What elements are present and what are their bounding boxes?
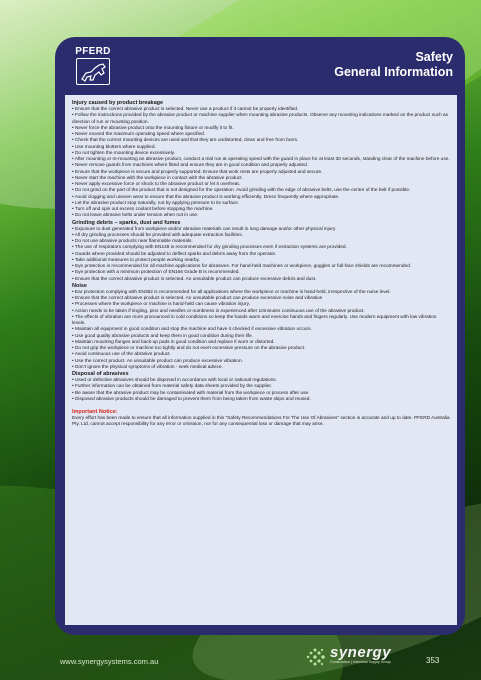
important-notice-text: Every effort has been made to ensure that all information supplied in this “Safety Recommendations For The Use Of Abrasives” section is accurate and up to date. PFERD Australia Pty. Ltd. cannot accept responsibility for any error or omission, nor for any consequential loss or damage that may arise. <box>72 416 450 428</box>
list-item: • Turn off and spin out excess coolant before stopping the machine. <box>72 207 214 212</box>
list-item: • Take additional measures to protect people working nearby. <box>72 257 200 263</box>
list-item: • Processes where the workpiece or machine is hand-held can cause vibration injury. <box>72 302 250 308</box>
list-item: • After mounting or re-mounting an abrasive product, conduct a trial run at operating speed with the guard in place for at least 30 seconds, standing clear of the machine before use. <box>72 157 450 162</box>
important-notice-title: Important Notice: <box>72 409 118 415</box>
section-debris <box>72 220 451 283</box>
safety-card <box>55 37 465 635</box>
content-panel <box>65 95 457 625</box>
list-item: • Never start the machine with the workpiece in contact with the abrasive product. <box>72 175 243 181</box>
section-title: Disposal of abrasives <box>72 371 129 377</box>
list-item: • Action needs to be taken if tingling, pins and needles or numbness is experienced after 10minutes continuous use of the abrasive product. <box>72 308 365 314</box>
list-item: • Avoid continuous use of the abrasive product. <box>72 352 171 358</box>
list-item: • Ensure that the workpiece is secure and properly supported. Ensure that work rests are properly adjusted and secure. <box>72 169 323 175</box>
brand-tagline: Construction | Industrial Supply Group <box>330 660 391 664</box>
list-item: • Further information can be obtained from material safety data sheets provided by the supplier. <box>72 384 272 390</box>
list-item: • Maintain all equipment in good condition and stop the machine and have it checked if excessive vibration occurs. <box>72 327 312 333</box>
title-line-1: Safety <box>415 50 453 64</box>
list-item: • All dry grinding processes should be provided with adequate extraction facilities. <box>72 232 243 238</box>
card-header <box>55 37 465 92</box>
brand-name: synergy <box>330 644 392 661</box>
list-item: • Ensure that the correct abrasive product is selected. An unsuitable product can produce excessive debris and dust. <box>72 276 317 282</box>
list-item: • Maintain mounting flanges and back-up pads in good condition and replace if worn or distorted. <box>72 339 275 345</box>
synergy-logo <box>305 646 415 668</box>
list-item: • Exposure to dust generated from workpiece and/or abrasive materials can result in lung damage and/or other physical injury <box>72 226 336 232</box>
list-item: • Eye protection is recommended for all machine applications for abrasives. For hand-held machines or workpiece, goggles or full-face shields are recommended. <box>72 264 412 269</box>
list-item: • Do not leave abrasive belts under tension when not in use. <box>72 213 199 219</box>
list-item: • Let the abrasive product stop naturally, not by applying pressure to its surface. <box>72 200 240 206</box>
list-item: • Do not use abrasive products near flammable materials. <box>72 239 193 244</box>
list-item: • Use good quality abrasive products and keep them in good condition during their life. <box>72 333 253 339</box>
list-item: • The use of respirators complying with EN149 is recommended for dry grinding processes even if extraction systems are provided. <box>72 245 347 251</box>
section-noise <box>72 283 451 371</box>
horse-icon <box>76 58 110 85</box>
list-item: • Do not grind on the part of the product that is not designed for the operation. Avoid grinding with the edge of abrasive belts, use the centre of the belt if possible. <box>72 188 411 194</box>
list-item: • Check that the correct mounting devices are used and that they are undistorted, clean and free from burrs. <box>72 138 299 144</box>
list-item: • Follow the instructions provided by the abrasive product or machine supplier when mounting abrasive products. Observe any mounting indications marked on the product such as direction of run or mounting position. <box>72 113 449 125</box>
section-title: Injury caused by product breakage <box>72 100 164 106</box>
list-item: • Ear protection complying with EN352 is recommended for all applications where the workpiece or machine is hand-held, irrespective of the noise level. <box>72 289 391 295</box>
list-item: • Ensure that the correct abrasive product is selected. Never use a product if it cannot be properly identified. <box>72 107 299 112</box>
list-item: • Guards where provided should be adjusted to deflect sparks and debris away from the operator. <box>72 251 277 257</box>
list-item: • Never apply excessive force or shock to the abrasive product or let it overheat. <box>72 182 240 187</box>
section-injury <box>72 100 451 220</box>
list-item: • Disposed abrasive products should be damaged to prevent them from being taken from waste skips and reused. <box>72 396 311 402</box>
page-number: 353 <box>426 656 440 665</box>
list-item: • The effects of vibration are more pronounced in cold conditions so keep the hands warm and exercise hands and fingers regularly. Use modern equipment with low vibration levels. <box>72 314 437 326</box>
list-item: • Don’t ignore the physical symptoms of vibration - seek medical advice. <box>72 364 223 370</box>
list-item: • Eye protection with a minimum protection of EN166 Grade B is recommended. <box>72 270 240 276</box>
website-link[interactable]: www.synergysystems.com.au <box>60 657 159 666</box>
pferd-logo <box>71 46 115 86</box>
synergy-dots-icon <box>305 646 327 668</box>
section-disposal <box>72 371 451 403</box>
section-title: Grinding debris – sparks, dust and fumes <box>72 219 181 226</box>
list-item: • Never remove guards from machines where fitted and ensure they are in good condition and properly adjusted. <box>72 163 309 169</box>
list-item: • Never force the abrasive product onto the mounting fixture or modify it to fit. <box>72 125 234 131</box>
list-item: • Ensure that the correct abrasive product is selected. An unsuitable product can produce excessive noise and vibration <box>72 296 323 301</box>
list-item: • Never exceed the maximum operating speed where specified. <box>72 132 206 137</box>
list-item: • Use mounting blotters where supplied. <box>72 144 156 150</box>
list-item: • Be aware that the abrasive product may be contaminated with material from the workpiece or process after use. <box>72 390 310 396</box>
section-title: Noise <box>72 282 87 289</box>
list-item: • Do not grip the workpiece or machine too tightly and do not exert excessive pressure on the abrasive product. <box>72 346 306 351</box>
logo-text: PFERD <box>75 46 111 57</box>
title-line-2: General Information <box>334 65 453 79</box>
list-item: • Use the correct product. An unsuitable product can produce excessive vibration. <box>72 358 243 364</box>
list-item: • Do not tighten the mounting device excessively. <box>72 150 175 156</box>
list-item: • Avoid clogging and uneven wear to ensure that the abrasive product is working efficiently. Dress frequently where appropriate. <box>72 194 340 200</box>
list-item: • Used or defective abrasives should be disposed in accordance with local or national regulations. <box>72 378 277 383</box>
page-title <box>334 50 453 80</box>
